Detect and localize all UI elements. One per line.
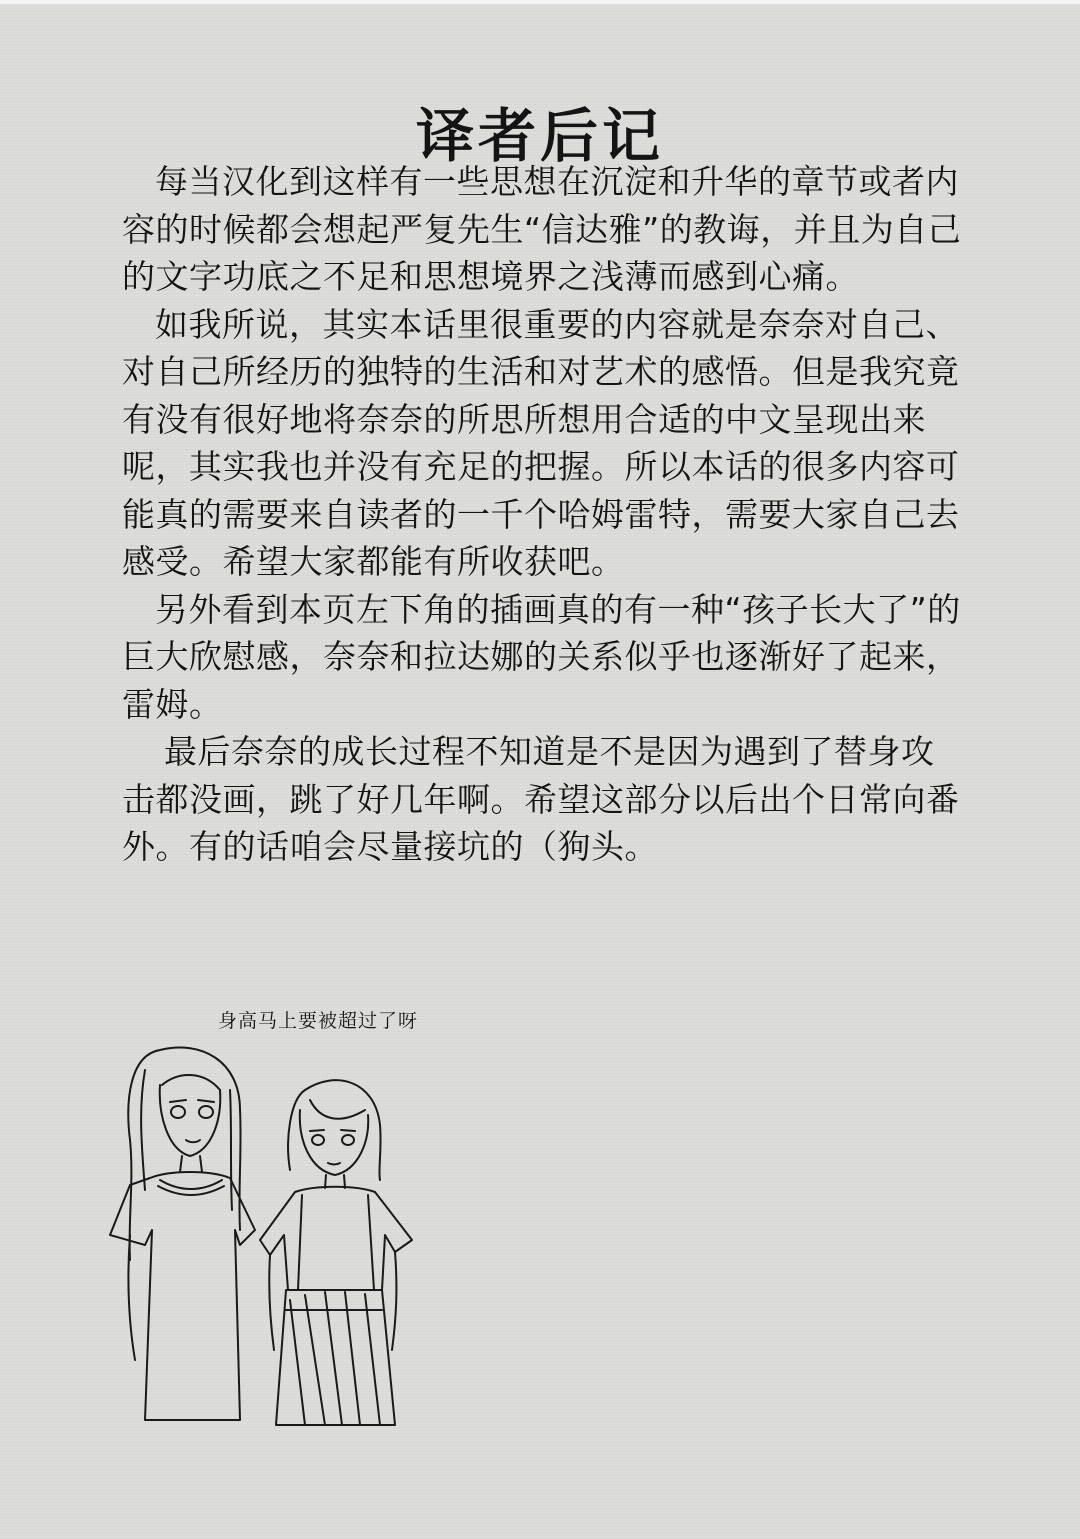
short-girl-drawing bbox=[260, 1080, 412, 1425]
paragraph: 如我所说，其实本话里很重要的内容就是奈奈对自己、对自己所经历的独特的生活和对艺术的感悟。但是我究竟有没有很好地将奈奈的所思所想用合适的中文呈现出来呢，其实我也并没有充足的把握。所以本话的很多内容可能真的需要来自读者的一千个哈姆雷特，需要大家自己去感受。希望大家都能有所收获吧。 bbox=[122, 304, 960, 581]
two-girls-illustration bbox=[90, 1030, 430, 1450]
page-title: 译者后记 bbox=[415, 101, 664, 170]
tall-girl-drawing bbox=[110, 1048, 255, 1421]
afterword-body bbox=[122, 158, 962, 871]
paragraph: 另外看到本页左下角的插画真的有一种“孩子长大了”的巨大欣慰感，奈奈和拉达娜的关系似乎也逐渐好了起来，雷姆。 bbox=[122, 589, 961, 724]
paragraph: 最后奈奈的成长过程不知道是不是因为遇到了替身攻击都没画，跳了好几年啊。希望这部分以后出个日常向番外。有的话咱会尽量接坑的（狗头。 bbox=[122, 732, 960, 866]
paragraph: 每当汉化到这样有一些思想在沉淀和升华的章节或者内容的时候都会想起严复先生“信达雅”的教诲，并且为自己的文字功底之不足和思想境界之浅薄而感到心痛。 bbox=[122, 162, 962, 296]
illustration-caption: 身高马上要被超过了呀 bbox=[218, 1010, 419, 1032]
